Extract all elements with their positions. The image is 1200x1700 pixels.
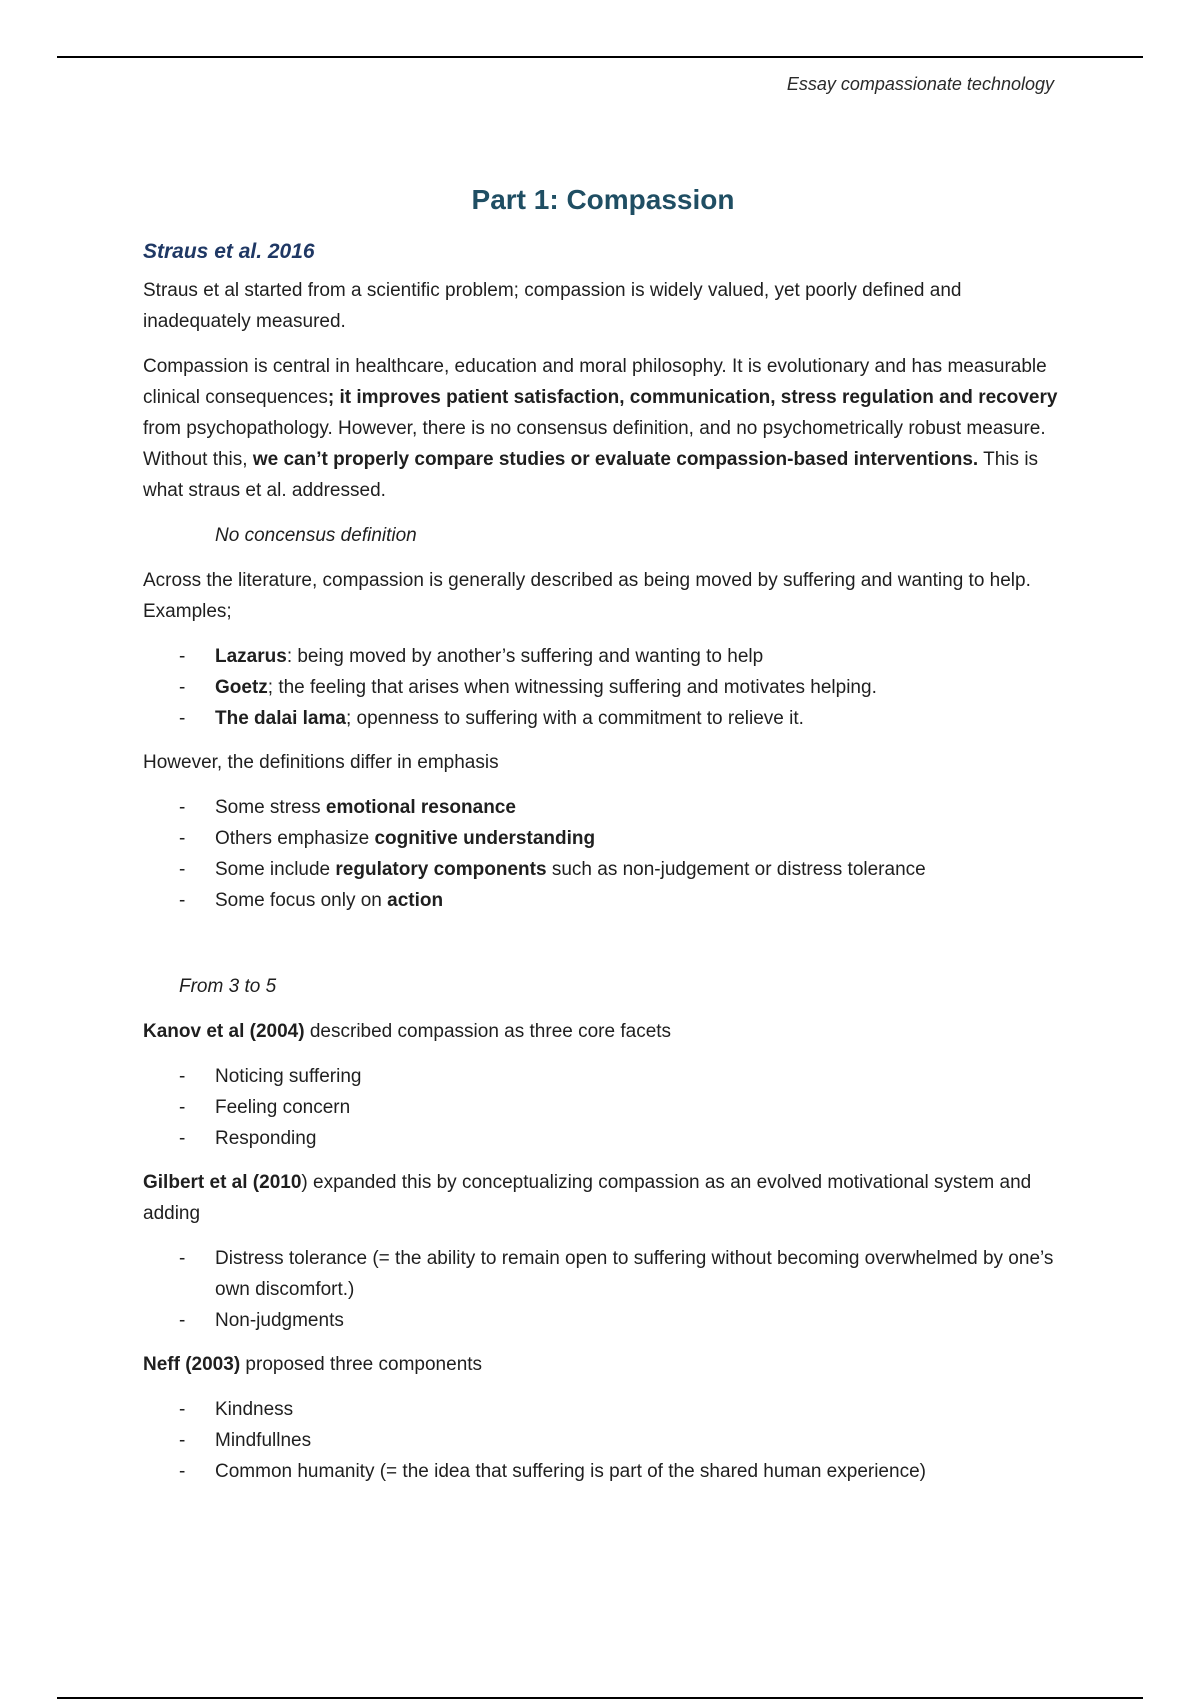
gilbert-list bbox=[143, 1243, 1063, 1336]
intro-paragraph: Straus et al started from a scientific problem; compassion is widely valued, yet poorly defined and inadequately measured. bbox=[143, 280, 962, 332]
neff-paragraph: Neff (2003) proposed three components bbox=[143, 1354, 483, 1375]
list-item: - Some include regulatory components such as non-judgement or distress tolerance bbox=[143, 854, 1063, 885]
header-rule bbox=[57, 56, 1143, 58]
literature-paragraph: Across the literature, compassion is generally described as being moved by suffering and wanting to help. Examples; bbox=[143, 570, 1031, 622]
list-item: - Goetz; the feeling that arises when witnessing suffering and motivates helping. bbox=[143, 672, 1063, 703]
dash-bullet: - bbox=[179, 828, 186, 849]
spacer bbox=[143, 929, 1063, 971]
list-item: - Kindness bbox=[143, 1394, 1063, 1425]
dash-bullet: - bbox=[179, 890, 186, 911]
list-item: - Some stress emotional resonance bbox=[143, 792, 1063, 823]
section-subheading: Straus et al. 2016 bbox=[143, 240, 315, 263]
page-title: Part 1: Compassion bbox=[471, 184, 735, 215]
dash-bullet: - bbox=[179, 1128, 186, 1149]
context-paragraph: Compassion is central in healthcare, education and moral philosophy. It is evolutionary and has measurable clinical consequences; it improves patient satisfaction, communication, stress regulation and recovery from psychopathology. However, there is no consensus definition, and no psychometrically robust measure. Without this, we can’t properly compare studies or evaluate compassion-based interventions. This is what straus et al. addressed. bbox=[143, 356, 1058, 501]
dash-bullet: - bbox=[179, 1430, 186, 1451]
emphasis-list bbox=[143, 792, 1063, 916]
list-item: - Others emphasize cognitive understanding bbox=[143, 823, 1063, 854]
list-item: - Common humanity (= the idea that suffering is part of the shared human experience) bbox=[143, 1456, 1063, 1487]
dash-bullet: - bbox=[179, 1461, 186, 1482]
list-item: - Non-judgments bbox=[143, 1305, 1063, 1336]
dash-bullet: - bbox=[179, 1248, 186, 1269]
dash-bullet: - bbox=[179, 1066, 186, 1087]
neff-list bbox=[143, 1394, 1063, 1487]
dash-bullet: - bbox=[179, 1310, 186, 1331]
note-from-3-to-5: From 3 to 5 bbox=[179, 976, 277, 997]
note-no-consensus: No concensus definition bbox=[215, 525, 417, 546]
running-header: Essay compassionate technology bbox=[786, 74, 1054, 94]
list-item: - Distress tolerance (= the ability to remain open to suffering without becoming overwhelmed by one’s own discomfort.) bbox=[143, 1243, 1063, 1305]
dash-bullet: - bbox=[179, 677, 186, 698]
list-item: - Noticing suffering bbox=[143, 1061, 1063, 1092]
dash-bullet: - bbox=[179, 646, 186, 667]
list-item: - Lazarus: being moved by another’s suffering and wanting to help bbox=[143, 641, 1063, 672]
dash-bullet: - bbox=[179, 1399, 186, 1420]
footer-rule bbox=[57, 1697, 1143, 1699]
kanov-paragraph: Kanov et al (2004) described compassion as three core facets bbox=[143, 1021, 672, 1042]
document-body bbox=[143, 180, 1063, 1500]
list-item: - Feeling concern bbox=[143, 1092, 1063, 1123]
list-item: - Some focus only on action bbox=[143, 885, 1063, 916]
emphasis-paragraph: However, the definitions differ in emphasis bbox=[143, 752, 499, 773]
dash-bullet: - bbox=[179, 859, 186, 880]
dash-bullet: - bbox=[179, 1097, 186, 1118]
dash-bullet: - bbox=[179, 708, 186, 729]
dash-bullet: - bbox=[179, 797, 186, 818]
list-item: - The dalai lama; openness to suffering with a commitment to relieve it. bbox=[143, 703, 1063, 734]
gilbert-paragraph: Gilbert et al (2010) expanded this by conceptualizing compassion as an evolved motivational system and adding bbox=[143, 1172, 1032, 1224]
examples-list bbox=[143, 641, 1063, 734]
list-item: - Mindfullnes bbox=[143, 1425, 1063, 1456]
list-item: - Responding bbox=[143, 1123, 1063, 1154]
kanov-list bbox=[143, 1061, 1063, 1154]
